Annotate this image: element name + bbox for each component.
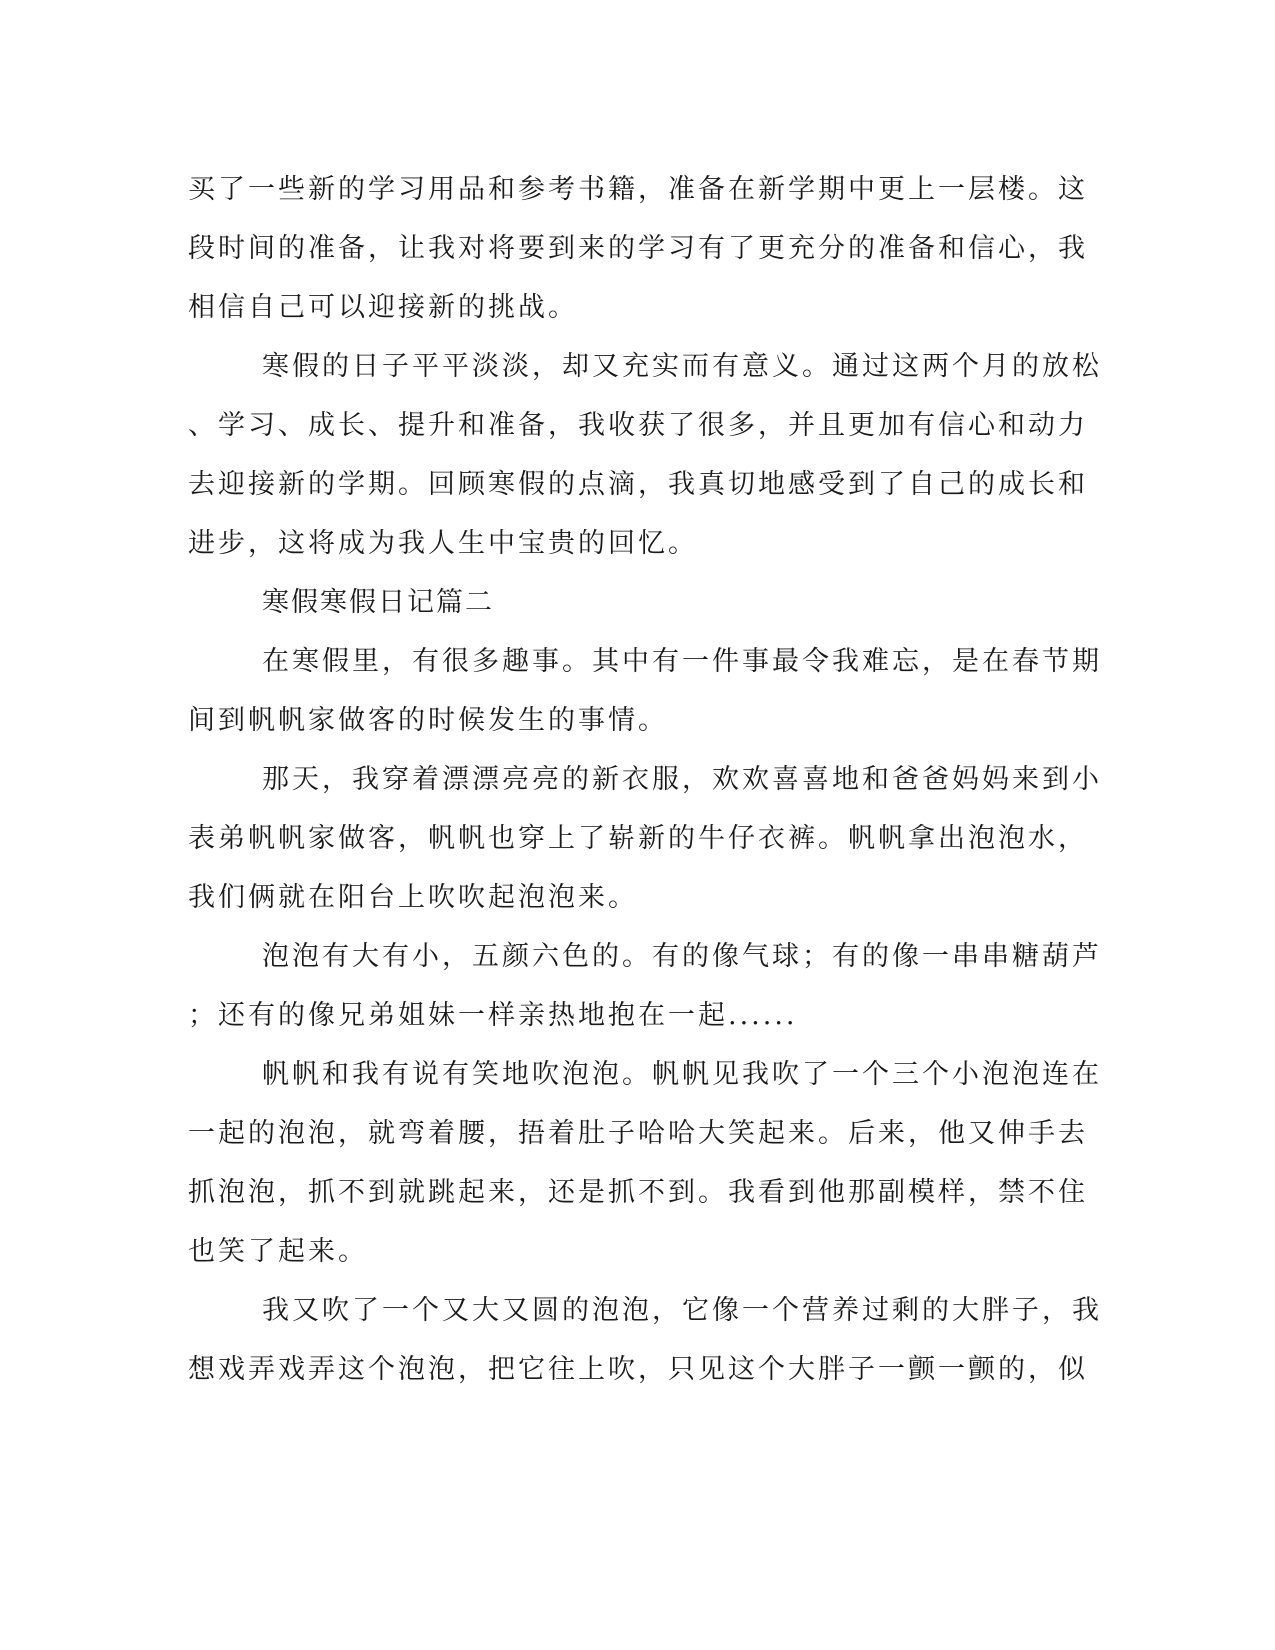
text-line: 帆帆和我有说有笑地吹泡泡。帆帆见我吹了一个三个小泡泡连在 xyxy=(262,1059,1102,1090)
text-line: 我们俩就在阳台上吹吹起泡泡来。 xyxy=(188,882,638,913)
text-line: 也笑了起来。 xyxy=(188,1236,368,1267)
text-line: 去迎接新的学期。回顾寒假的点滴，我真切地感受到了自己的成长和 xyxy=(188,469,1088,500)
text-line: 想戏弄戏弄这个泡泡，把它往上吹，只见这个大胖子一颤一颤的，似 xyxy=(188,1354,1088,1385)
text-line: 间到帆帆家做客的时候发生的事情。 xyxy=(188,705,668,736)
text-line: 一起的泡泡，就弯着腰，捂着肚子哈哈大笑起来。后来，他又伸手去 xyxy=(188,1118,1088,1149)
text-line: 表弟帆帆家做客，帆帆也穿上了崭新的牛仔衣裤。帆帆拿出泡泡水， xyxy=(188,823,1088,854)
text-line: 段时间的准备，让我对将要到来的学习有了更充分的准备和信心，我 xyxy=(188,233,1088,264)
paragraph-laughing xyxy=(188,1045,1102,1281)
document-body xyxy=(188,160,1102,1399)
text-line: 在寒假里，有很多趣事。其中有一件事最令我难忘，是在春节期 xyxy=(262,646,1102,677)
paragraph-big-bubble xyxy=(188,1281,1102,1399)
section-heading: 寒假寒假日记篇二 xyxy=(262,587,494,618)
text-line: 我又吹了一个又大又圆的泡泡，它像一个营养过剩的大胖子，我 xyxy=(262,1295,1102,1326)
paragraph-bubbles xyxy=(188,927,1102,1045)
text-line: 买了一些新的学习用品和参考书籍，准备在新学期中更上一层楼。这 xyxy=(188,174,1088,205)
text-line: 寒假的日子平平淡淡，却又充实而有意义。通过这两个月的放松 xyxy=(262,351,1102,382)
text-line: 进步，这将成为我人生中宝贵的回忆。 xyxy=(188,528,698,559)
paragraph-visit xyxy=(188,750,1102,927)
paragraph-intro xyxy=(188,632,1102,750)
text-line: 那天，我穿着漂漂亮亮的新衣服，欢欢喜喜地和爸爸妈妈来到小 xyxy=(262,764,1102,795)
text-line: 抓泡泡，抓不到就跳起来，还是抓不到。我看到他那副模样，禁不住 xyxy=(188,1177,1088,1208)
paragraph-preparation xyxy=(188,160,1088,337)
text-line: ；还有的像兄弟姐妹一样亲热地抱在一起...... xyxy=(188,1000,798,1031)
text-line: 相信自己可以迎接新的挑战。 xyxy=(188,292,578,323)
text-line: 、学习、成长、提升和准备，我收获了很多，并且更加有信心和动力 xyxy=(188,410,1088,441)
text-line: 泡泡有大有小，五颜六色的。有的像气球；有的像一串串糖葫芦 xyxy=(262,941,1102,972)
paragraph-summary xyxy=(188,337,1102,573)
